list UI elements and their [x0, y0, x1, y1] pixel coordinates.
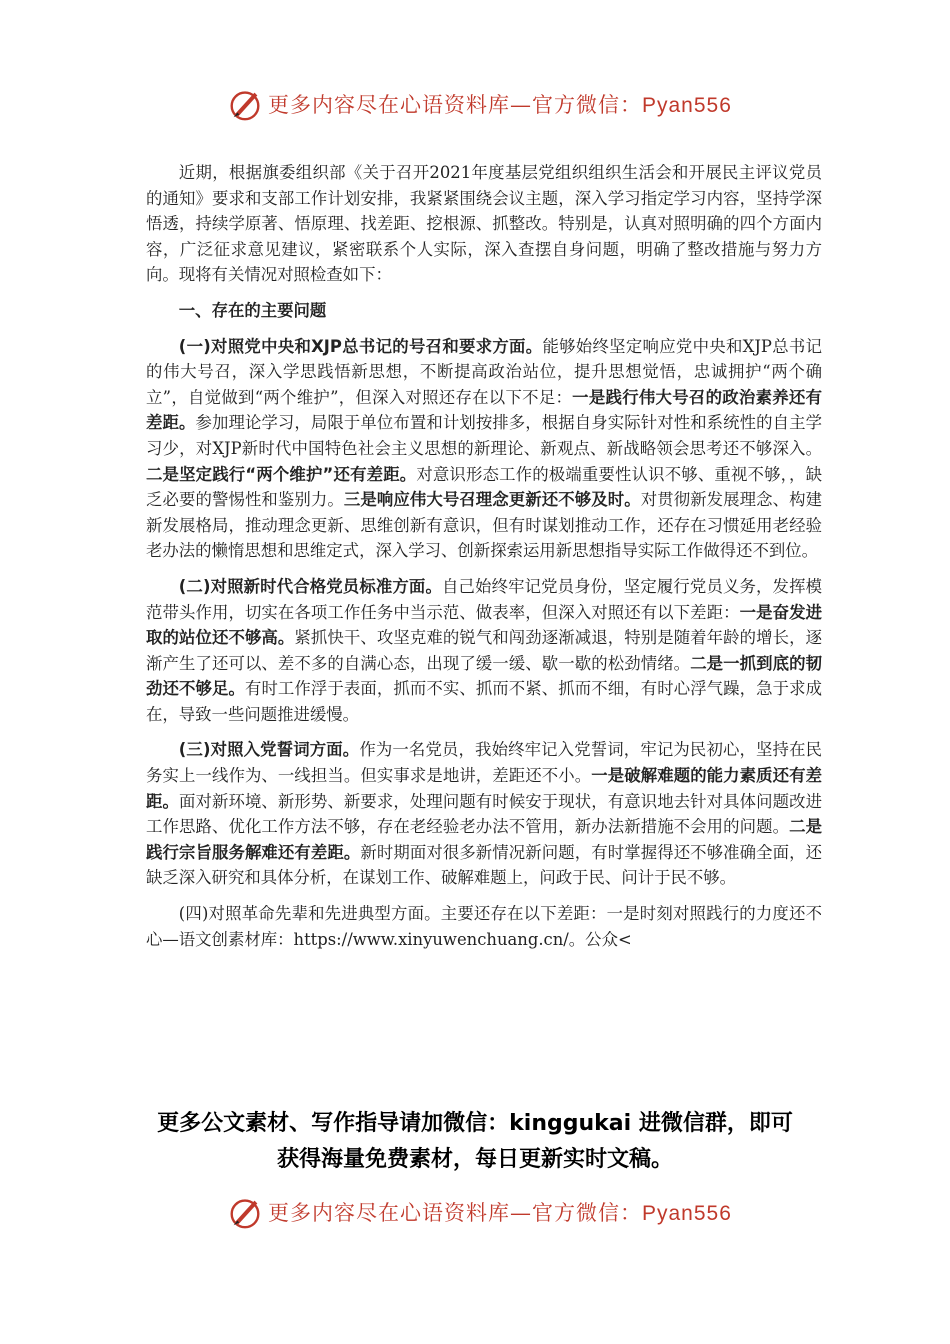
paragraph-3	[146, 737, 822, 891]
paragraph-1-text-1: 能够始终坚定响应党中央和XJP总书记的伟大号召，深入学思践悟新思想，不断提高政治站位，提升思想觉悟，忠诚拥护“两个确立”，自觉做到“两个维护”，但深入对照还存在以下不足：	[146, 336, 822, 407]
paragraph-3-text-3: 新时期面对很多新情况新问题，有时掌握得还不够准确全面，还缺乏深入研究和具体分析，在谋划工作、破解难题上，问政于民、问计于民不够。	[146, 842, 823, 888]
header-banner	[226, 84, 732, 124]
paragraph-3-text-1: 作为一名党员，我始终牢记入党誓词，牢记为民初心，坚持在民务实上一线作为、一线担当。但实事求是地讲，差距还不小。	[146, 740, 823, 786]
paragraph-1-text-3: 对意识形态工作的极端重要性认识不够、重视不够，，缺乏必要的警惕性和鉴别力。	[146, 464, 822, 510]
paragraph-2-point-1: 一是奋发进取的站位还不够高。	[146, 602, 823, 648]
promo-line-2: 获得海量免费素材，每日更新实时文稿。	[276, 1147, 673, 1172]
paragraph-3-point-1: 一是破解难题的能力素质还有差距。	[146, 766, 823, 811]
footer-banner	[226, 1192, 732, 1232]
paragraph-1-point-1: 一是践行伟大号召的政治素养还有差距。	[146, 387, 823, 433]
promo-line-1: 更多公文素材、写作指导请加微信：kinggukai 进微信群，即可	[157, 1111, 793, 1136]
intro-paragraph: 近期，根据旗委组织部《关于召开2021年度基层党组织组织生活会和开展民主评议党员的通知》要求和支部工作计划安排，我紧紧围绕会议主题，深入学习指定学习内容，坚持学深悟透，持续学原著、悟原理、找差距、挖根源、抓整改。特别是，认真对照明确的四个方面内容，广泛征求意见建议，紧密联系个人实际，深入查摆自身问题，明确了整改措施与努力方向。现将有关情况对照检查如下：	[146, 163, 822, 285]
document-body	[146, 160, 822, 962]
paragraph-2-text-2: 紧抓快干、攻坚克难的锐气和闯劲逐渐减退，特别是随着年龄的增长，逐渐产生了还可以、差不多的自满心态，出现了缓一缓、歇一歇的松劲情绪。	[146, 628, 823, 673]
paragraph-3-point-2: 二是践行宗旨服务解难还有差距。	[146, 817, 823, 862]
paragraph-1-point-2: 二是坚定践行“两个维护”还有差距。	[146, 464, 417, 484]
promo-text	[100, 1106, 850, 1178]
paragraph-1-title: (一)对照党中央和XJP总书记的号召和要求方面。	[178, 336, 543, 356]
pen-circle-logo-icon	[226, 1193, 264, 1231]
paragraph-1	[146, 334, 822, 564]
section-heading: 一、存在的主要问题	[178, 300, 327, 320]
paragraph-2-title: (二)对照新时代合格党员标准方面。	[178, 576, 442, 596]
pen-circle-logo-icon	[226, 85, 264, 123]
banner-text: 更多内容尽在心语资料库—官方微信：Pyan556	[268, 93, 732, 117]
paragraph-1-text-4: 对贯彻新发展理念、构建新发展格局，推动理念更新、思维创新有意识，但有时谋划推动工作，还存在习惯延用老经验老办法的懒惰思想和思维定式，深入学习、创新探索运用新思想指导实际工作做得还不到位。	[146, 490, 823, 561]
paragraph-2	[146, 574, 822, 728]
paragraph-3-title: (三)对照入党誓词方面。	[178, 740, 360, 760]
banner-text: 更多内容尽在心语资料库—官方微信：Pyan556	[268, 1201, 732, 1225]
paragraph-3-text-2: 面对新环境、新形势、新要求，处理问题有时候安于现状，有意识地去针对具体问题改进工作思路、优化工作方法不够，存在老经验老办法不管用，新办法新措施不会用的问题。	[146, 791, 823, 837]
paragraph-2-text-3: 有时工作浮于表面，抓而不实、抓而不紧、抓而不细，有时心浮气躁，急于求成在，导致一些问题推进缓慢。	[146, 679, 823, 724]
paragraph-2-text-1: 自己始终牢记党员身份，坚定履行党员义务，发挥模范带头作用，切实在各项工作任务中当示范、做表率，但深入对照还有以下差距：	[146, 576, 822, 622]
paragraph-2-point-2: 二是一抓到底的韧劲还不够足。	[146, 653, 823, 699]
paragraph-1-point-3: 三是响应伟大号召理念更新还不够及时。	[343, 490, 641, 510]
paragraph-4: (四)对照革命先辈和先进典型方面。主要还存在以下差距：一是时刻对照践行的力度还不心—语文创素材库：https://www.xinyuwenchuang.cn/。公众<	[146, 904, 822, 949]
paragraph-1-text-2: 参加理论学习，局限于单位布置和计划按排多，根据自身实际针对性和系统性的自主学习少，对XJP新时代中国特色社会主义思想的新理论、新观点、新战略领会思考还不够深入。	[146, 413, 823, 458]
